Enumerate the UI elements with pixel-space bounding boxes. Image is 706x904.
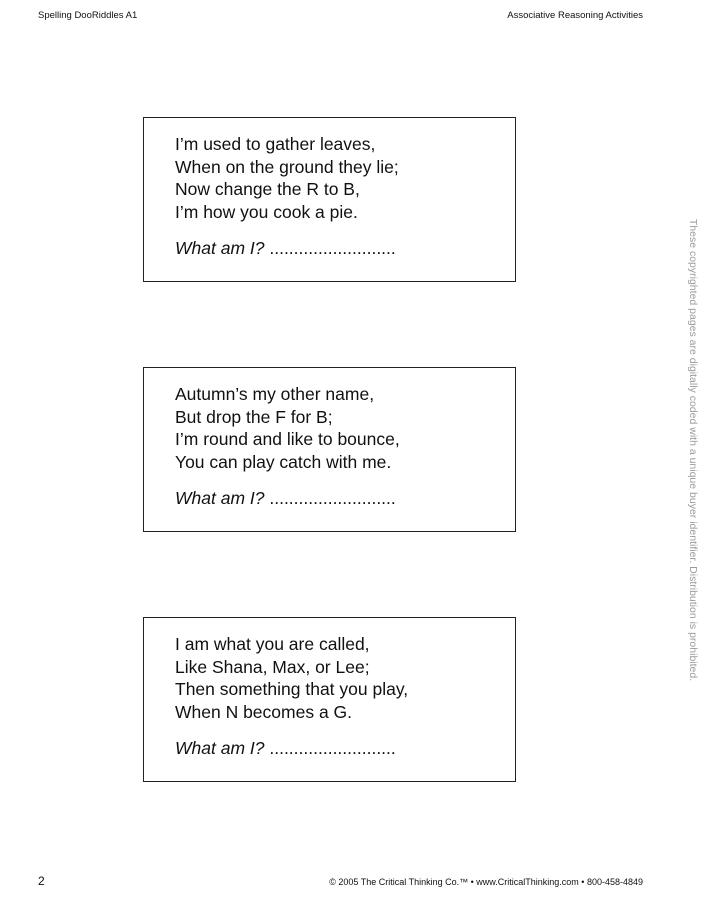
copyright-side-note: These copyrighted pages are digitally coded with a unique buyer identifier. Distribution is prohibited. xyxy=(687,218,699,682)
riddle-text xyxy=(175,383,400,473)
riddle-text xyxy=(175,133,399,223)
header-book-title: Spelling DooRiddles A1 xyxy=(38,10,138,21)
riddle-card-1 xyxy=(143,117,516,282)
answer-blank: .......................... xyxy=(269,488,396,508)
riddle-question xyxy=(175,738,396,759)
riddle-text xyxy=(175,633,408,723)
riddle-line: Autumn’s my other name, xyxy=(175,384,375,404)
page-number: 2 xyxy=(38,874,45,888)
answer-blank: .......................... xyxy=(269,738,396,758)
riddle-line: You can play catch with me. xyxy=(175,451,392,472)
question-label: What am I? xyxy=(175,488,265,508)
riddle-line: When on the ground they lie; xyxy=(175,156,399,177)
riddle-line: But drop the F for B; xyxy=(175,406,333,427)
header-activity-type: Associative Reasoning Activities xyxy=(507,10,643,21)
riddle-line: Like Shana, Max, or Lee; xyxy=(175,656,370,677)
riddle-card-3 xyxy=(143,617,516,782)
riddle-line: Now change the R to B, xyxy=(175,179,360,199)
question-label: What am I? xyxy=(175,738,265,758)
riddle-line: I’m used to gather leaves, xyxy=(175,134,376,154)
riddle-question xyxy=(175,238,396,259)
riddle-question xyxy=(175,488,396,509)
answer-blank: .......................... xyxy=(269,238,396,258)
riddle-line: I’m how you cook a pie. xyxy=(175,201,358,222)
riddle-line: Then something that you play, xyxy=(175,679,409,699)
footer-copyright: © 2005 The Critical Thinking Co.™ • www.CriticalThinking.com • 800-458-4849 xyxy=(329,877,643,887)
riddle-line: I’m round and like to bounce, xyxy=(175,429,400,449)
riddle-line: When N becomes a G. xyxy=(175,701,353,722)
question-label: What am I? xyxy=(175,238,265,258)
riddle-line: I am what you are called, xyxy=(175,634,370,654)
riddle-card-2 xyxy=(143,367,516,532)
